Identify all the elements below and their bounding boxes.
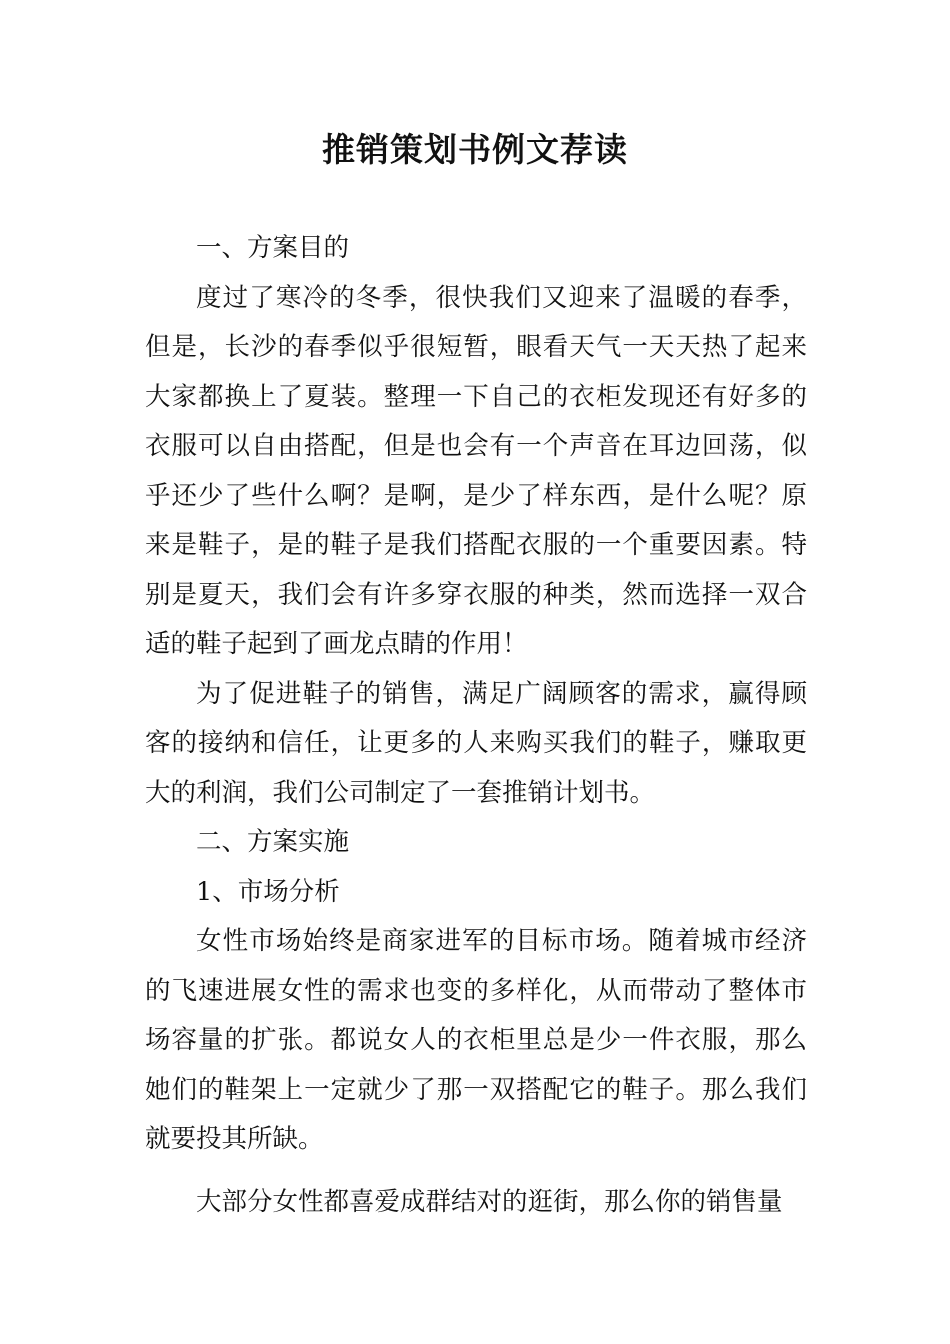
- subsection-heading-market-analysis: 1、市场分析: [196, 876, 340, 907]
- paragraph-sales-goal: 为了促进鞋子的销售，满足广阔顾客的需求，赢得顾客的接纳和信任，让更多的人来购买我们的鞋子，赚取更大的利润，我们公司制定了一套推销计划书。: [145, 678, 807, 808]
- document-title: 推销策划书例文荐读: [322, 130, 628, 169]
- section-heading-implementation: 二、方案实施: [196, 827, 350, 857]
- paragraph-group-shopping: 大部分女性都喜爱成群结对的逛街，那么你的销售量: [196, 1186, 783, 1217]
- paragraph-female-market: 女性市场始终是商家进军的目标市场。随着城市经济的飞速进展女性的需求也变的多样化，从而带动了整体市场容量的扩张。都说女人的衣柜里总是少一件衣服，那么她们的鞋架上一定就少了那一双搭配它的鞋子。那么我们就要投其所缺。: [145, 926, 807, 1154]
- paragraph-season-intro: 度过了寒冷的冬季，很快我们又迎来了温暖的春季，但是，长沙的春季似乎很短暂，眼看天气一天天热了起来大家都换上了夏装。整理一下自己的衣柜发现还有好多的衣服可以自由搭配，但是也会有一个声音在耳边回荡，似乎还少了些什么啊？是啊，是少了样东西，是什么呢？原来是鞋子，是的鞋子是我们搭配衣服的一个重要因素。特别是夏天，我们会有许多穿衣服的种类，然而选择一双合适的鞋子起到了画龙点睛的作用！: [145, 282, 807, 659]
- section-heading-purpose: 一、方案目的: [196, 233, 350, 263]
- document-body: [145, 224, 807, 1227]
